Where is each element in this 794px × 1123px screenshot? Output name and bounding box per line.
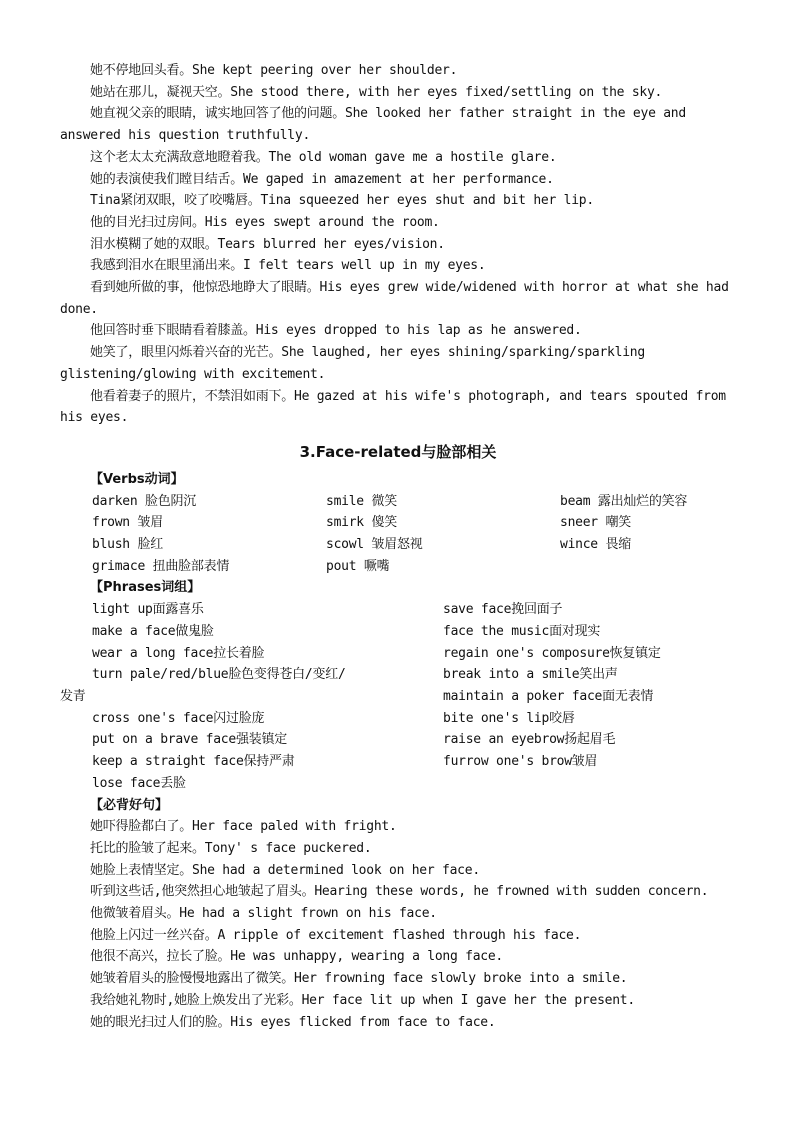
verb-item: wince 畏缩 <box>560 537 631 553</box>
face-sentences <box>60 816 736 1033</box>
sentence: 看到她所做的事，他惊恐地睁大了眼睛。His eyes grew wide/widened with horror at what she had done. <box>60 280 729 317</box>
phrase-item: regain one's composure恢复镇定 <box>443 645 661 661</box>
verb-item: darken 脸色阴沉 <box>92 493 197 509</box>
phrase-item: lose face丢脸 <box>92 775 186 791</box>
document-page <box>60 60 736 1033</box>
section-title: 3.Face-related与脸部相关 <box>299 442 497 461</box>
sentence: 她吓得脸都白了。Her face paled with fright. <box>90 819 397 835</box>
verb-item: sneer 嘲笑 <box>560 515 631 531</box>
sentence: 他脸上闪过一丝兴奋。A ripple of excitement flashed through his face. <box>90 927 582 943</box>
phrase-item: make a face做鬼脸 <box>92 623 214 639</box>
verbs-header: 【Verbs动词】 <box>90 471 184 487</box>
phrase-item: light up面露喜乐 <box>92 602 204 618</box>
sentence: 她的表演使我们瞠目结舌。We gaped in amazement at her performance. <box>90 171 554 187</box>
phrase-item: maintain a poker face面无表情 <box>443 688 654 704</box>
phrase-item: face the music面对现实 <box>443 623 601 639</box>
phrase-item: keep a straight face保持严肃 <box>92 754 295 770</box>
phrase-item: save face挽回面子 <box>443 602 563 618</box>
phrase-item: put on a brave face强装镇定 <box>92 732 287 748</box>
sentence: 她的眼光扫过人们的脸。His eyes flicked from face to face. <box>90 1014 496 1030</box>
sentence: 她皱着眉头的脸慢慢地露出了微笑。Her frowning face slowly broke into a smile. <box>90 971 628 987</box>
sentence: 我给她礼物时,她脸上焕发出了光彩。Her face lit up when I gave her the present. <box>90 992 635 1008</box>
verb-item <box>560 556 760 578</box>
phrase-item: bite one's lip咬唇 <box>443 710 575 726</box>
sentence: 他回答时垂下眼睛看着膝盖。His eyes dropped to his lap as he answered. <box>90 323 582 339</box>
sentence: Tina紧闭双眼，咬了咬嘴唇。Tina squeezed her eyes shut and bit her lip. <box>90 193 594 209</box>
phrase-item: raise an eyebrow扬起眉毛 <box>443 732 616 748</box>
phrase-item-continuation: 发青 <box>60 688 86 704</box>
sentence: 他很不高兴，拉长了脸。He was unhappy, wearing a long face. <box>90 949 504 965</box>
verb-item: smirk 傻笑 <box>326 515 397 531</box>
sentence: 他看着妻子的照片，不禁泪如雨下。He gazed at his wife's photograph, and tears spouted from his eyes. <box>60 388 726 426</box>
sentence: 他的目光扫过房间。His eyes swept around the room. <box>90 214 440 230</box>
sentence: 听到这些话,他突然担心地皱起了眉头。Hearing these words, he frowned with sudden concern. <box>90 884 709 900</box>
verbs-grid <box>60 491 736 578</box>
phrase-item: break into a smile笑出声 <box>443 667 618 683</box>
verb-item: blush 脸红 <box>92 537 163 553</box>
sentence: 她笑了，眼里闪烁着兴奋的光芒。She laughed, her eyes shining/sparking/sparkling glistening/glowing with excitement. <box>60 345 645 382</box>
verb-item: grimace 扭曲脸部表情 <box>92 558 230 574</box>
sentence: 她脸上表情坚定。She had a determined look on her face. <box>90 862 480 878</box>
verb-item: pout 噘嘴 <box>326 558 390 574</box>
sentence: 她站在那儿，凝视天空。She stood there, with her eyes fixed/settling on the sky. <box>90 84 663 100</box>
verb-item: scowl 皱眉怒视 <box>326 537 423 553</box>
sentence: 这个老太太充满敌意地瞪着我。The old woman gave me a hostile glare. <box>90 149 557 165</box>
verb-item: frown 皱眉 <box>92 515 163 531</box>
phrases-grid-cont <box>60 686 736 708</box>
sentence: 她不停地回头看。She kept peering over her shoulder. <box>90 63 458 78</box>
verb-item: smile 微笑 <box>326 493 397 509</box>
phrases-grid <box>60 599 736 686</box>
sentence: 我感到泪水在眼里涌出来。I felt tears well up in my eyes. <box>90 258 486 274</box>
phrases-grid-2 <box>60 708 736 795</box>
eye-sentences <box>60 60 736 429</box>
phrases-header: 【Phrases词组】 <box>90 580 201 596</box>
phrase-item: furrow one's brow皱眉 <box>443 754 598 770</box>
sentence: 托比的脸皱了起来。Tony' s face puckered. <box>90 840 372 856</box>
phrase-item: cross one's face闪过脸庞 <box>92 710 265 726</box>
verb-item: beam 露出灿烂的笑容 <box>560 493 688 509</box>
sentence: 他微皱着眉头。He had a slight frown on his face. <box>90 906 437 922</box>
sentences-header: 【必背好句】 <box>90 797 169 813</box>
sentence: 她直视父亲的眼睛，诚实地回答了他的问题。She looked her father straight in the eye and answered his question truthfully. <box>60 106 686 144</box>
phrase-item: turn pale/red/blue脸色变得苍白/变红/ <box>92 667 346 683</box>
phrase-item: wear a long face拉长着脸 <box>92 645 265 661</box>
sentence: 泪水模糊了她的双眼。Tears blurred her eyes/vision. <box>90 236 445 252</box>
